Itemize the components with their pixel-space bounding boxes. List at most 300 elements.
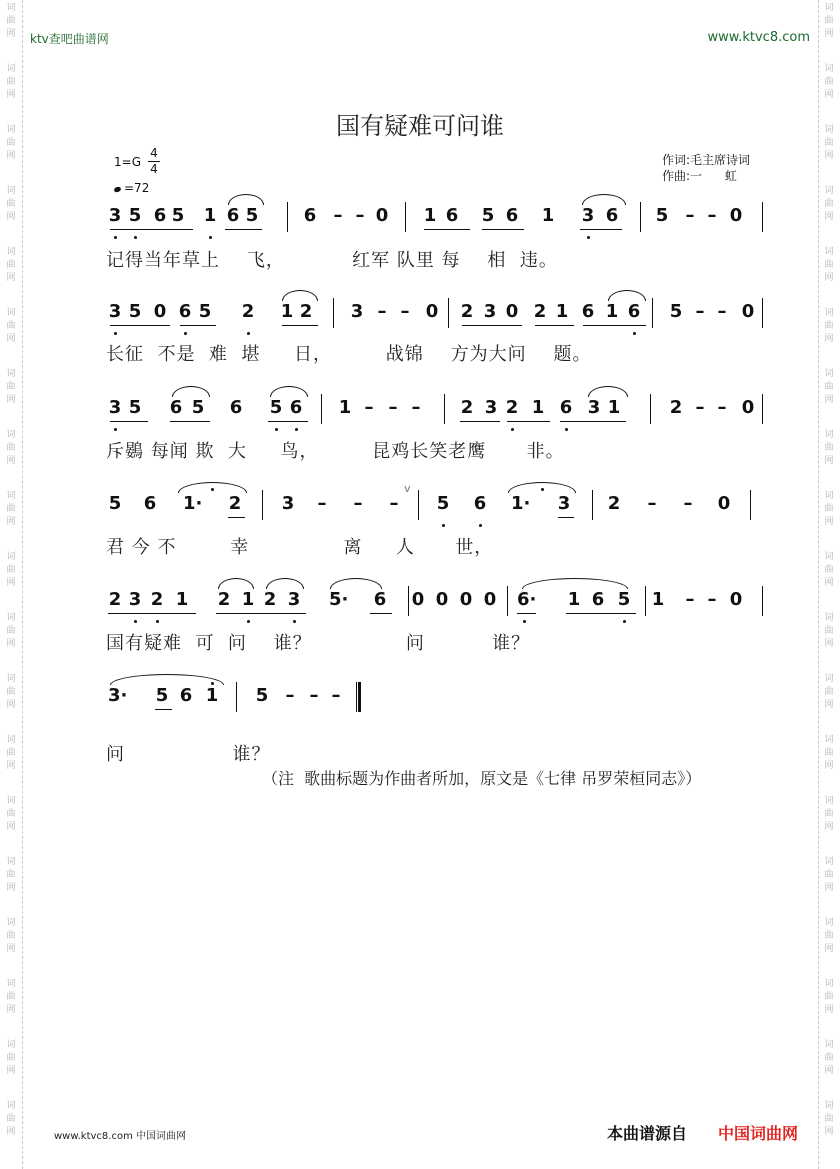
jianpu-note: –: [388, 397, 398, 418]
bar-line: [640, 202, 641, 232]
watermark-char: 曲: [824, 565, 834, 575]
watermark-char: 曲: [824, 443, 834, 453]
beam-underline: [424, 229, 470, 230]
jianpu-note: –: [717, 397, 727, 418]
watermark-char: 网: [6, 578, 16, 588]
watermark-char: 词: [824, 979, 834, 989]
jianpu-note: 2: [460, 301, 474, 322]
beam-underline: [460, 421, 500, 422]
watermark-char: 网: [824, 456, 834, 466]
watermark-char: 词: [824, 796, 834, 806]
lyrics-line: 记得当年草上 飞， 红军 队里 每 相 违。: [106, 250, 558, 271]
jianpu-note: 5: [128, 301, 142, 322]
jianpu-note: 6: [505, 205, 519, 226]
watermark-char: 词: [6, 308, 16, 318]
left-watermark-strip: [4, 0, 18, 1169]
jianpu-note: –: [695, 301, 705, 322]
watermark-char: 网: [824, 212, 834, 222]
tempo-value: =72: [124, 181, 150, 195]
jianpu-note: 0: [717, 493, 731, 514]
watermark-char: 曲: [6, 382, 16, 392]
octave-dot-below: [623, 620, 626, 623]
jianpu-note: –: [364, 397, 374, 418]
jianpu-note: 1: [651, 589, 665, 610]
jianpu-note: 3: [484, 397, 498, 418]
jianpu-note: 6: [226, 205, 240, 226]
jianpu-note: 3: [108, 397, 122, 418]
site-url-link[interactable]: www.ktvc8.com: [707, 30, 810, 45]
jianpu-note: 2: [533, 301, 547, 322]
watermark-char: 网: [6, 883, 16, 893]
jianpu-note: 5: [198, 301, 212, 322]
watermark-char: 词: [6, 125, 16, 135]
jianpu-note: –: [717, 301, 727, 322]
slur-arc: [588, 386, 628, 397]
bar-line: [444, 394, 445, 424]
bar-line: [507, 586, 508, 616]
octave-dot-below: [247, 620, 250, 623]
octave-dot-below: [134, 620, 137, 623]
watermark-char: 词: [6, 3, 16, 13]
jianpu-note: 5: [617, 589, 631, 610]
watermark-char: 词: [824, 674, 834, 684]
jianpu-note: 3: [581, 205, 595, 226]
breath-mark: v: [404, 482, 411, 495]
beam-underline: [228, 517, 245, 518]
jianpu-note: 5: [191, 397, 205, 418]
watermark-char: 网: [824, 273, 834, 283]
jianpu-note: 5: [155, 685, 169, 706]
watermark-char: 曲: [824, 504, 834, 514]
jianpu-note: 1: [205, 685, 219, 706]
bar-line: [262, 490, 263, 520]
watermark-char: 网: [6, 761, 16, 771]
watermark-char: 词: [824, 1040, 834, 1050]
jianpu-note: 0: [729, 205, 743, 226]
watermark-char: 曲: [6, 199, 16, 209]
watermark-char: 曲: [824, 16, 834, 26]
watermark-char: 曲: [6, 443, 16, 453]
slur-arc: [330, 578, 382, 589]
jianpu-note: 6: [591, 589, 605, 610]
jianpu-note: 1: [175, 589, 189, 610]
watermark-char: 曲: [824, 931, 834, 941]
jianpu-note: 5: [655, 205, 669, 226]
watermark-char: 词: [6, 491, 16, 501]
jianpu-note: 6: [303, 205, 317, 226]
jianpu-note: 6: [169, 397, 183, 418]
jianpu-note: 1: [338, 397, 352, 418]
watermark-char: 网: [824, 1127, 834, 1137]
watermark-char: 词: [6, 918, 16, 928]
jianpu-note: 5: [255, 685, 269, 706]
beam-underline: [110, 421, 148, 422]
jianpu-note: 0: [741, 397, 755, 418]
jianpu-note: –: [411, 397, 421, 418]
jianpu-note: 6: [473, 493, 487, 514]
slur-arc: [172, 386, 210, 397]
watermark-char: 曲: [6, 748, 16, 758]
jianpu-note: –: [317, 493, 327, 514]
watermark-char: 网: [824, 761, 834, 771]
jianpu-note: 5: [128, 205, 142, 226]
watermark-char: 曲: [6, 138, 16, 148]
beam-underline: [216, 613, 306, 614]
jianpu-note: 5: [245, 205, 259, 226]
watermark-char: 词: [6, 1040, 16, 1050]
slur-arc: [266, 578, 304, 589]
jianpu-note: 0: [425, 301, 439, 322]
watermark-char: 词: [824, 3, 834, 13]
watermark-char: 词: [6, 857, 16, 867]
beam-underline: [558, 517, 574, 518]
watermark-char: 词: [824, 308, 834, 318]
watermark-char: 网: [6, 90, 16, 100]
lyrics-line: 斥鷃 每闻 欺 大 鸟， 昆鸡长笑老鹰 非。: [106, 441, 565, 462]
watermark-char: 词: [824, 613, 834, 623]
jianpu-note: 1: [203, 205, 217, 226]
jianpu-note: 6: [179, 685, 193, 706]
watermark-char: 网: [6, 273, 16, 283]
slur-arc: [582, 194, 626, 205]
jianpu-note: 0: [729, 589, 743, 610]
watermark-char: 网: [6, 1005, 16, 1015]
bar-line: [762, 586, 763, 616]
watermark-char: 词: [824, 430, 834, 440]
watermark-char: 曲: [824, 260, 834, 270]
jianpu-note: 5: [171, 205, 185, 226]
watermark-char: 曲: [824, 199, 834, 209]
jianpu-note: 3: [350, 301, 364, 322]
quarter-note-icon: [113, 186, 121, 193]
watermark-char: 曲: [6, 565, 16, 575]
slur-arc: [608, 290, 646, 301]
meter-top: 4: [148, 146, 160, 162]
time-signature: [148, 146, 160, 177]
jianpu-note: 2: [607, 493, 621, 514]
slur-arc: [522, 578, 628, 589]
jianpu-note: 3: [483, 301, 497, 322]
footer-brand-link[interactable]: 中国词曲网: [718, 1124, 799, 1143]
watermark-char: 词: [824, 125, 834, 135]
octave-dot-below: [293, 620, 296, 623]
footer-site-link[interactable]: www.ktvc8.com 中国词曲网: [54, 1131, 187, 1142]
jianpu-note: 3: [557, 493, 571, 514]
jianpu-note: 1: [241, 589, 255, 610]
bar-line: [750, 490, 751, 520]
tempo-marking: [114, 181, 149, 195]
octave-dot-above: [211, 488, 214, 491]
jianpu-note: 5: [128, 397, 142, 418]
beam-underline: [535, 325, 574, 326]
jianpu-note: 2: [263, 589, 277, 610]
site-name-link[interactable]: ktv查吧曲谱网: [30, 32, 109, 46]
watermark-char: 词: [824, 552, 834, 562]
beam-underline: [583, 325, 646, 326]
song-title: 国有疑难可问谁: [336, 112, 504, 140]
jianpu-note: 2: [460, 397, 474, 418]
jianpu-note: –: [707, 589, 717, 610]
right-margin-line: [818, 0, 819, 1169]
watermark-char: 网: [824, 822, 834, 832]
watermark-char: 曲: [824, 809, 834, 819]
watermark-char: 网: [6, 944, 16, 954]
watermark-char: 网: [824, 395, 834, 405]
jianpu-note: 2: [228, 493, 242, 514]
watermark-char: 网: [6, 395, 16, 405]
watermark-char: 网: [6, 1066, 16, 1076]
jianpu-note: 2: [150, 589, 164, 610]
octave-dot-below: [184, 332, 187, 335]
beam-underline: [482, 229, 524, 230]
jianpu-note: 0: [375, 205, 389, 226]
watermark-char: 网: [6, 334, 16, 344]
jianpu-note: 6: [445, 205, 459, 226]
bar-line: [321, 394, 322, 424]
jianpu-note: –: [285, 685, 295, 706]
beam-underline: [507, 421, 550, 422]
watermark-char: 曲: [6, 687, 16, 697]
watermark-char: 网: [6, 822, 16, 832]
bar-line: [652, 298, 653, 328]
watermark-char: 词: [6, 735, 16, 745]
left-margin-line: [22, 0, 23, 1169]
footer-source-label: 本曲谱源自: [607, 1124, 688, 1143]
composer: 作曲:一 虹: [662, 169, 737, 183]
jianpu-note: –: [333, 205, 343, 226]
lyricist: 作词:毛主席诗词: [662, 153, 751, 167]
jianpu-note: 1·: [183, 493, 203, 514]
jianpu-note: 2: [299, 301, 313, 322]
octave-dot-below: [114, 332, 117, 335]
octave-dot-above: [211, 682, 214, 685]
watermark-char: 词: [6, 613, 16, 623]
watermark-char: 曲: [6, 504, 16, 514]
jianpu-note: 1: [605, 301, 619, 322]
bar-line: [356, 682, 357, 712]
jianpu-note: –: [707, 205, 717, 226]
jianpu-note: 1: [280, 301, 294, 322]
bar-line: [762, 394, 763, 424]
octave-dot-below: [633, 332, 636, 335]
jianpu-note: 0: [741, 301, 755, 322]
watermark-char: 词: [6, 1101, 16, 1111]
jianpu-note: 5: [269, 397, 283, 418]
jianpu-note: –: [355, 205, 365, 226]
jianpu-note: –: [400, 301, 410, 322]
jianpu-note: –: [695, 397, 705, 418]
beam-underline: [155, 709, 172, 710]
jianpu-note: –: [685, 589, 695, 610]
jianpu-note: –: [647, 493, 657, 514]
watermark-char: 词: [6, 430, 16, 440]
jianpu-note: 1: [423, 205, 437, 226]
beam-underline: [110, 325, 170, 326]
jianpu-note: 1: [541, 205, 555, 226]
watermark-char: 词: [824, 735, 834, 745]
octave-dot-below: [565, 428, 568, 431]
watermark-char: 网: [824, 517, 834, 527]
jianpu-note: –: [377, 301, 387, 322]
bar-line: [650, 394, 651, 424]
watermark-char: 曲: [824, 748, 834, 758]
meter-bottom: 4: [150, 162, 158, 176]
octave-dot-below: [114, 428, 117, 431]
watermark-char: 网: [824, 151, 834, 161]
octave-dot-below: [114, 236, 117, 239]
octave-dot-below: [134, 236, 137, 239]
jianpu-note: 2: [217, 589, 231, 610]
watermark-char: 词: [6, 369, 16, 379]
slur-arc: [282, 290, 318, 301]
jianpu-note: 1: [567, 589, 581, 610]
watermark-char: 网: [824, 90, 834, 100]
jianpu-note: 1·: [511, 493, 531, 514]
jianpu-note: 2: [505, 397, 519, 418]
octave-dot-below: [523, 620, 526, 623]
jianpu-note: 3: [587, 397, 601, 418]
watermark-char: 网: [6, 151, 16, 161]
beam-underline: [566, 613, 636, 614]
watermark-char: 曲: [6, 992, 16, 1002]
jianpu-note: 3·: [108, 685, 128, 706]
watermark-char: 曲: [824, 1053, 834, 1063]
jianpu-note: 3: [128, 589, 142, 610]
jianpu-note: 3: [108, 205, 122, 226]
watermark-char: 词: [6, 552, 16, 562]
octave-dot-above: [541, 488, 544, 491]
jianpu-note: 6: [605, 205, 619, 226]
jianpu-note: 6·: [517, 589, 537, 610]
watermark-char: 曲: [824, 77, 834, 87]
key-signature: 1=G: [114, 155, 141, 169]
watermark-char: 网: [824, 29, 834, 39]
watermark-char: 曲: [824, 870, 834, 880]
bar-line: [333, 298, 334, 328]
octave-dot-below: [442, 524, 445, 527]
bar-line: [287, 202, 288, 232]
watermark-char: 曲: [6, 16, 16, 26]
watermark-char: 网: [6, 639, 16, 649]
octave-dot-below: [156, 620, 159, 623]
jianpu-note: 1: [531, 397, 545, 418]
watermark-char: 网: [824, 700, 834, 710]
bar-line: [762, 202, 763, 232]
jianpu-note: 5·: [329, 589, 349, 610]
bar-line: [762, 298, 763, 328]
watermark-char: 网: [6, 29, 16, 39]
watermark-char: 词: [6, 247, 16, 257]
lyrics-line: 长征 不是 难 堪 日， 战锦 方为大问 题。: [106, 344, 592, 365]
jianpu-note: 6: [289, 397, 303, 418]
jianpu-note: 3: [108, 301, 122, 322]
jianpu-note: 5: [108, 493, 122, 514]
lyrics-line: 君 今 不 幸 离 人 世，: [106, 537, 494, 558]
bar-line: [592, 490, 593, 520]
watermark-char: 曲: [824, 382, 834, 392]
jianpu-note: 3: [281, 493, 295, 514]
octave-dot-below: [587, 236, 590, 239]
watermark-char: 曲: [6, 626, 16, 636]
slur-arc: [218, 578, 254, 589]
watermark-char: 词: [824, 369, 834, 379]
jianpu-note: 0: [459, 589, 473, 610]
jianpu-note: –: [331, 685, 341, 706]
watermark-char: 曲: [824, 138, 834, 148]
jianpu-note: –: [683, 493, 693, 514]
beam-underline: [462, 325, 522, 326]
watermark-char: 网: [6, 700, 16, 710]
jianpu-note: 1: [607, 397, 621, 418]
watermark-char: 网: [6, 456, 16, 466]
jianpu-note: 1: [555, 301, 569, 322]
watermark-char: 网: [6, 517, 16, 527]
jianpu-note: 6: [373, 589, 387, 610]
jianpu-note: 0: [153, 301, 167, 322]
beam-underline: [225, 229, 262, 230]
watermark-char: 曲: [824, 626, 834, 636]
slur-arc: [228, 194, 264, 205]
watermark-char: 词: [824, 857, 834, 867]
watermark-char: 词: [824, 491, 834, 501]
beam-underline: [517, 613, 536, 614]
watermark-char: 网: [824, 578, 834, 588]
jianpu-note: 2: [241, 301, 255, 322]
jianpu-note: –: [353, 493, 363, 514]
watermark-char: 曲: [6, 77, 16, 87]
watermark-char: 网: [6, 1127, 16, 1137]
bar-line: [448, 298, 449, 328]
beam-underline: [268, 421, 308, 422]
watermark-char: 网: [824, 1066, 834, 1076]
watermark-char: 曲: [6, 931, 16, 941]
final-bar-line: [358, 682, 361, 712]
watermark-char: 曲: [6, 260, 16, 270]
watermark-char: 网: [824, 639, 834, 649]
watermark-char: 曲: [6, 321, 16, 331]
beam-underline: [108, 613, 196, 614]
octave-dot-below: [247, 332, 250, 335]
bar-line: [408, 586, 409, 616]
watermark-char: 曲: [6, 1114, 16, 1124]
watermark-char: 曲: [824, 1114, 834, 1124]
lyrics-line: 问 谁？: [106, 744, 271, 765]
jianpu-note: 2: [669, 397, 683, 418]
jianpu-note: –: [309, 685, 319, 706]
jianpu-note: 2: [108, 589, 122, 610]
jianpu-note: 0: [505, 301, 519, 322]
jianpu-note: 5: [481, 205, 495, 226]
watermark-char: 词: [6, 674, 16, 684]
slur-arc: [270, 386, 308, 397]
beam-underline: [580, 229, 622, 230]
jianpu-note: 6: [143, 493, 157, 514]
watermark-char: 网: [824, 944, 834, 954]
watermark-char: 网: [824, 883, 834, 893]
bar-line: [236, 682, 237, 712]
jianpu-note: –: [389, 493, 399, 514]
jianpu-note: 5: [436, 493, 450, 514]
bar-line: [645, 586, 646, 616]
octave-dot-below: [479, 524, 482, 527]
slur-arc: [110, 674, 224, 685]
beam-underline: [170, 421, 210, 422]
bar-line: [405, 202, 406, 232]
watermark-char: 词: [6, 796, 16, 806]
jianpu-note: 6: [178, 301, 192, 322]
watermark-char: 词: [6, 186, 16, 196]
watermark-char: 曲: [6, 809, 16, 819]
